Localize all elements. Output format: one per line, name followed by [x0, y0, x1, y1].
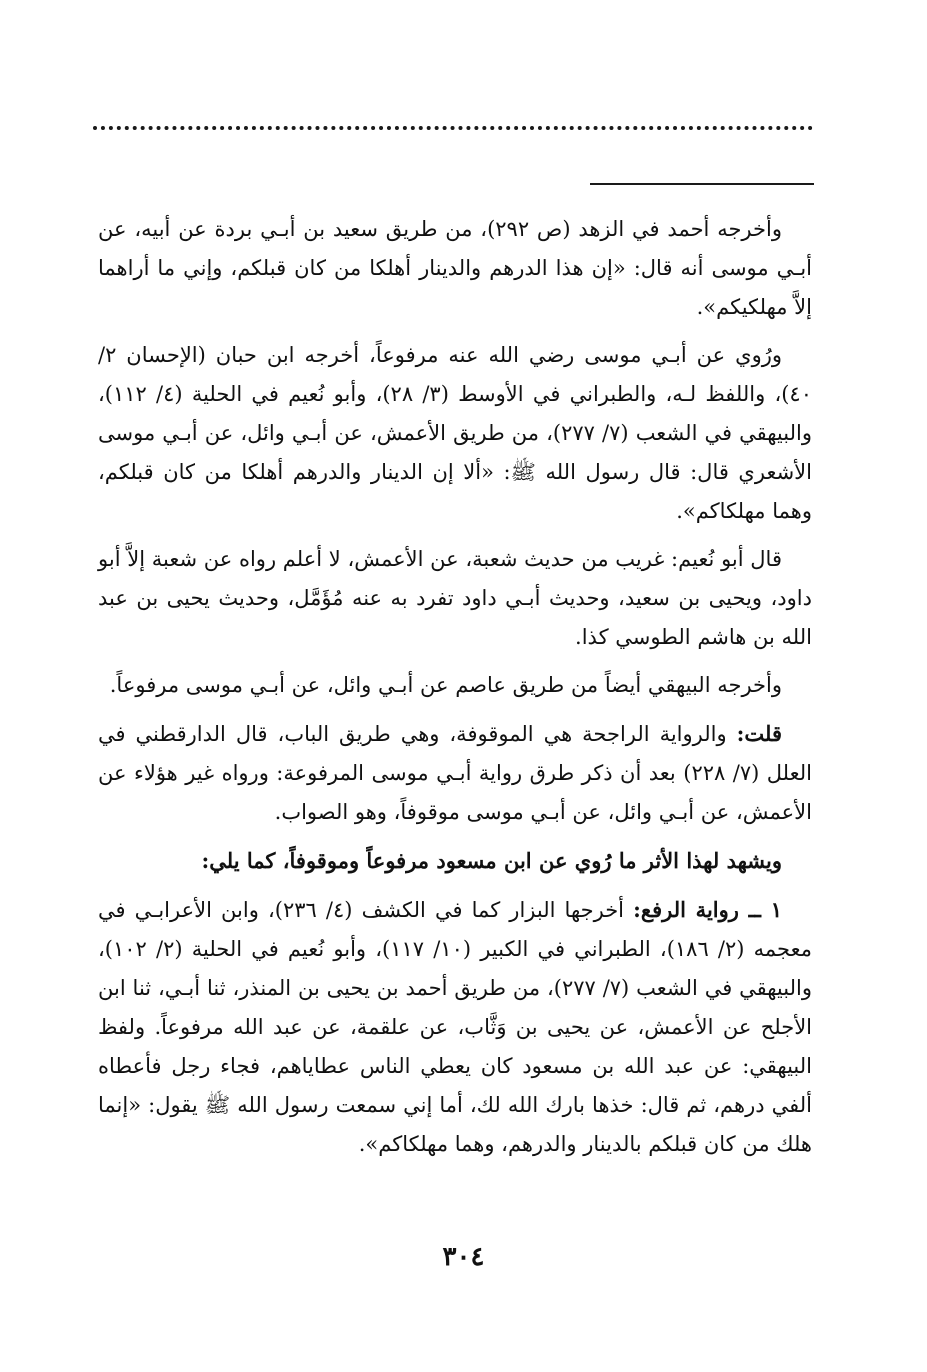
page-number: ٣٠٤ — [442, 1242, 485, 1272]
paragraph-3 — [98, 540, 812, 657]
dotted-separator — [93, 126, 813, 130]
footnote-rule — [590, 183, 814, 185]
paragraph-2-text: ورُوي عن أبـي موسى رضي الله عنه مرفوعاً، أخرجه ابن حبان (الإحسان ٢/ ٤٠)، واللفظ لـه، والطبراني في الأوسط (٣/ ٢٨)، وأبو نُعيم في الحلية (٤/ ١١٢)، والبيهقي في الشعب (٧/ ٢٧٧)، من طريق الأعمش، عن أبـي وائل، عن أبـي موسى الأشعري قال: قال رسول الله ﷺ: «ألا إن الدينار والدرهم أهلكا من كان قبلكم، وهما مهلكاكم». — [98, 343, 812, 523]
paragraph-3-text: قال أبو نُعيم: غريب من حديث شعبة، عن الأعمش، لا أعلم رواه عن شعبة إلاَّ أبو داود، ويحيى بن سعيد، وحديث أبـي داود تفرد به عنه مُؤَمَّل، وحديث يحيى بن عبد الله بن هاشم الطوسي كذا. — [98, 547, 812, 649]
paragraph-7 — [98, 890, 812, 1164]
footnote-body — [98, 210, 812, 1173]
paragraph-7-lead: ١ ــ رواية الرفع: — [633, 897, 782, 922]
paragraph-6 — [98, 841, 812, 881]
paragraph-5 — [98, 714, 812, 832]
paragraph-4 — [98, 666, 812, 705]
paragraph-5-text: والرواية الراجحة هي الموقوفة، وهي طريق الباب، قال الدارقطني في العلل (٧/ ٢٢٨) بعد أن ذكر طرق رواية أبـي موسى المرفوعة: ورواه غير هؤلاء عن الأعمش، عن أبـي وائل، عن أبـي موسى موقوفاً، وهو الصواب. — [98, 722, 812, 824]
paragraph-6-lead: ويشهد لهذا الأثر ما رُوي عن ابن مسعود مرفوعاً وموقوفاً، كما يلي: — [201, 848, 782, 873]
paragraph-1-text: وأخرجه أحمد في الزهد (ص ٢٩٢)، من طريق سعيد بن أبـي بردة عن أبيه، عن أبـي موسى أنه قال: «إن هذا الدرهم والدينار أهلكا من كان قبلكم، وإني ما أراهما إلاَّ مهلكيكم». — [98, 217, 812, 319]
paragraph-7-text: أخرجها البزار كما في الكشف (٤/ ٢٣٦)، وابن الأعرابـي في معجمه (٢/ ١٨٦)، الطبراني في الكبير (١٠/ ١١٧)، وأبو نُعيم في الحلية (٢/ ١٠٢)، والبيهقي في الشعب (٧/ ٢٧٧)، من طريق أحمد بن يحيى بن المنذر، ثنا أبـي، ثنا ابن الأجلح عن الأعمش، عن يحيى بن وَثَّاب، عن علقمة، عن عبد الله مرفوعاً. ولفظ البيهقي: عن عبد الله بن مسعود كان يعطي الناس عطاياهم، فجاء رجل فأعطاه ألفي درهم، ثم قال: خذها بارك الله لك، أما إني سمعت رسول الله ﷺ يقول: «إنما هلك من كان قبلكم بالدينار والدرهم، وهما مهلكاكم». — [98, 898, 812, 1156]
paragraph-4-text: وأخرجه البيهقي أيضاً من طريق عاصم عن أبـي وائل، عن أبـي موسى مرفوعاً. — [109, 673, 782, 697]
paragraph-1 — [98, 210, 812, 327]
paragraph-2 — [98, 336, 812, 531]
paragraph-5-lead: قلت: — [736, 721, 782, 746]
